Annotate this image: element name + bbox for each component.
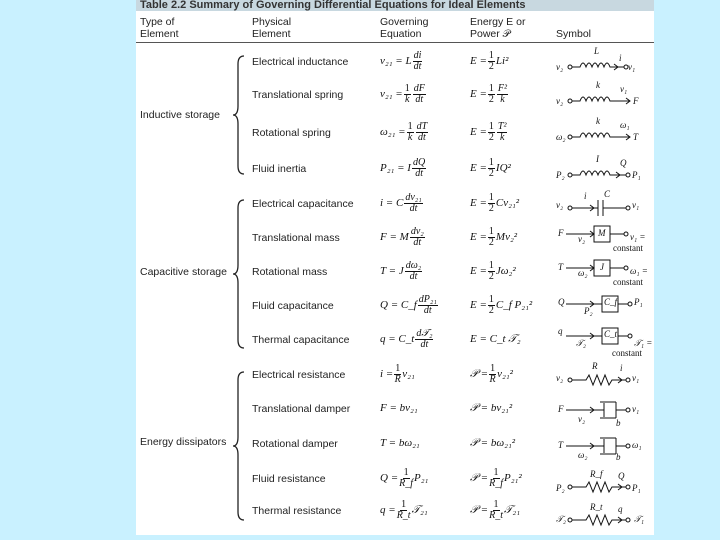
sym-label: ω₂	[578, 450, 588, 460]
eq-lhs: i =	[380, 368, 394, 380]
eq-lhs: E =	[470, 231, 487, 243]
eq-lhs: ω₂₁ =	[380, 126, 406, 138]
sym-label: v₂	[556, 96, 564, 106]
eq-rhs: C_t 𝒯₂	[489, 332, 521, 345]
row-element: Translational damper	[252, 403, 351, 415]
sym-label: constant	[613, 277, 643, 287]
eq-num: dv₂₁	[405, 191, 422, 203]
sym-label: ω₁	[620, 120, 630, 130]
rot-damper-symbol-icon	[554, 432, 644, 460]
eq-num: 1	[401, 498, 407, 510]
governing-eq	[380, 81, 427, 107]
sym-label: T	[558, 262, 564, 272]
energy-eq	[470, 224, 517, 250]
sym-label: Q	[618, 471, 625, 481]
eq-rhs: 𝒯₂₁	[411, 503, 428, 516]
eq-num: 1	[490, 362, 496, 374]
eq-rhs: v₂₁	[402, 368, 415, 380]
eq-den: R_f	[489, 477, 503, 489]
eq-num2: dT	[416, 120, 428, 132]
eq-num: dQ	[412, 156, 426, 168]
eq-rhs: P₂₁	[414, 472, 429, 484]
sym-label: C	[604, 189, 611, 199]
row-element: Electrical capacitance	[252, 198, 354, 210]
header-rule	[136, 42, 654, 43]
row-element: Translational mass	[252, 232, 340, 244]
header-type-line2: Element	[140, 28, 179, 40]
sym-label: ω₁	[632, 440, 642, 450]
eq-den2: dt	[417, 131, 426, 143]
header-type-line1: Type of	[140, 16, 175, 28]
sym-label: R_t	[590, 502, 603, 512]
eq-den: 2	[488, 131, 494, 143]
eq-den: dt	[413, 60, 422, 72]
sym-label: ω₂	[578, 268, 588, 278]
group-inductive: Inductive storage	[140, 109, 220, 121]
energy-eq	[470, 155, 511, 181]
energy-eq	[470, 119, 508, 145]
eq-den: R_t	[489, 509, 503, 521]
eq-lhs: q = C_t	[380, 333, 415, 345]
eq-fraction	[489, 468, 503, 489]
eq-fraction	[415, 329, 433, 350]
eq-lhs: P₂₁ = I	[380, 162, 411, 174]
eq-num: 1	[404, 82, 410, 94]
eq-num2: F²	[497, 82, 508, 94]
governing-eq	[380, 155, 427, 181]
energy-eq	[470, 190, 519, 216]
eq-num: dω₂	[405, 259, 422, 271]
eq-den: dt	[423, 304, 432, 316]
eq-fraction	[488, 295, 495, 316]
governing-eq	[380, 497, 428, 523]
energy-eq	[470, 48, 508, 74]
eq-fraction	[488, 227, 495, 248]
eq-den: dt	[409, 270, 418, 282]
sym-label: C_f	[604, 297, 618, 307]
eq-lhs: E =	[470, 88, 487, 100]
eq-den: dt	[420, 338, 429, 350]
eq-num: 1	[488, 49, 494, 61]
sym-label: I	[596, 154, 599, 164]
energy-eq	[470, 465, 522, 491]
sym-label: constant	[612, 348, 642, 358]
brace-capacitive	[232, 198, 246, 350]
sym-label: R_f	[590, 469, 603, 479]
eq-lhs: F = M	[380, 231, 409, 243]
row-element: Thermal resistance	[252, 505, 342, 517]
eq-lhs: 𝒫 =	[470, 367, 489, 380]
sym-label: J	[600, 262, 604, 272]
eq-num: di	[413, 49, 422, 61]
header-energy-line2: Power 𝒫	[470, 28, 511, 40]
eq-den: 2	[488, 304, 494, 316]
eq-fraction	[418, 295, 438, 316]
eq-num: 1	[493, 466, 499, 478]
energy-eq	[470, 361, 513, 387]
row-element: Fluid capacitance	[252, 300, 334, 312]
eq-den2: dt	[415, 93, 424, 105]
sym-label: R	[592, 361, 598, 371]
header-governing	[380, 16, 428, 40]
eq-fraction	[413, 51, 423, 72]
eq-fraction2	[497, 84, 508, 105]
group-capacitive: Capacitive storage	[140, 266, 227, 278]
row-element: Fluid resistance	[252, 473, 326, 485]
row-element: Electrical resistance	[252, 369, 346, 381]
eq-fraction	[488, 84, 495, 105]
sym-label: 𝒯₂	[576, 338, 587, 348]
eq-lhs: F = bv₂₁	[380, 402, 418, 414]
governing-eq	[380, 48, 423, 74]
header-physical-line1: Physical	[252, 16, 292, 28]
eq-num: 1	[488, 225, 494, 237]
eq-lhs: 𝒫 = bω₂₁²	[470, 436, 516, 449]
eq-den: 2	[488, 236, 494, 248]
eq-fraction	[404, 84, 411, 105]
eq-den: 2	[488, 202, 494, 214]
eq-den: k	[404, 93, 410, 105]
eq-rhs: C_f P₂₁²	[495, 299, 533, 311]
eq-fraction2	[413, 84, 426, 105]
governing-eq	[380, 395, 418, 421]
governing-eq	[380, 224, 426, 250]
eq-num: 1	[488, 191, 494, 203]
eq-lhs: 𝒫 = bv₂₁²	[470, 401, 513, 414]
eq-lhs: 𝒫 =	[470, 471, 489, 484]
eq-rhs: P₂₁²	[504, 472, 522, 484]
eq-rhs: v₂₁²	[497, 368, 513, 380]
sym-label: b	[616, 452, 621, 462]
eq-fraction	[489, 500, 503, 521]
eq-den2: k	[499, 131, 505, 143]
sym-label: v₁	[632, 404, 640, 414]
header-physical	[252, 16, 291, 40]
sym-label: v₁	[632, 200, 640, 210]
eq-lhs: E =	[470, 333, 487, 345]
sym-label: k	[596, 80, 600, 90]
sym-label: 𝒯₂	[556, 514, 567, 524]
eq-num2: T²	[497, 120, 507, 132]
eq-num: 1	[488, 156, 494, 168]
eq-fraction2	[416, 122, 429, 143]
sym-label: v₂	[556, 373, 564, 383]
sym-label: P₂	[584, 306, 593, 316]
eq-fraction	[488, 158, 495, 179]
header-symbol: Symbol	[556, 28, 592, 40]
energy-eq	[470, 395, 512, 421]
energy-eq	[470, 430, 515, 456]
row-element: Rotational damper	[252, 438, 338, 450]
eq-fraction	[489, 364, 496, 385]
row-element: Thermal capacitance	[252, 334, 350, 346]
eq-lhs: v₂₁ = L	[380, 55, 412, 67]
eq-fraction	[394, 364, 401, 385]
eq-den2: k	[500, 93, 505, 105]
eq-num: 1	[488, 293, 494, 305]
governing-eq	[380, 119, 429, 145]
row-element: Fluid inertia	[252, 163, 307, 175]
energy-eq	[470, 497, 520, 523]
sym-label: v₁	[628, 62, 636, 72]
governing-eq	[380, 326, 434, 352]
sym-label: 𝒯₁	[634, 514, 645, 524]
row-element: Rotational spring	[252, 127, 331, 139]
eq-lhs: 𝒫 =	[470, 503, 489, 516]
eq-lhs: E =	[470, 162, 487, 174]
eq-num: dv₂	[410, 225, 424, 237]
fluid-cap-symbol-icon	[554, 292, 644, 316]
sym-label: C_t	[604, 329, 618, 339]
eq-fraction	[410, 227, 425, 248]
sym-label: b	[616, 418, 621, 428]
eq-den: dt	[409, 202, 418, 214]
sym-label: ω₂	[556, 132, 566, 142]
sym-label: F	[558, 404, 564, 414]
eq-rhs: Li²	[495, 55, 509, 67]
header-energy	[470, 16, 525, 40]
header-type	[140, 16, 179, 40]
header-energy-line1: Energy E or	[470, 16, 526, 28]
eq-num: 1	[488, 259, 494, 271]
sym-label: v₁ =	[630, 232, 646, 242]
eq-num: 1	[395, 362, 401, 374]
sym-label: v₂	[578, 414, 586, 424]
eq-lhs: Q = C_f	[380, 299, 417, 311]
eq-fraction	[412, 158, 426, 179]
eq-den: dt	[413, 236, 422, 248]
eq-lhs: T = bω₂₁	[380, 437, 420, 449]
eq-fraction	[488, 122, 495, 143]
governing-eq	[380, 430, 420, 456]
sym-label: k	[596, 116, 600, 126]
governing-eq	[380, 292, 439, 318]
eq-den: R	[489, 373, 496, 385]
eq-fraction	[407, 122, 414, 143]
capacitor-symbol-icon	[554, 196, 644, 220]
sym-label: q	[618, 504, 623, 514]
governing-eq	[380, 258, 423, 284]
energy-eq	[470, 326, 521, 352]
eq-num: 1	[407, 120, 413, 132]
eq-fraction	[399, 468, 413, 489]
thermal-cap-symbol-icon	[554, 324, 644, 348]
header-physical-line2: Element	[252, 28, 291, 40]
eq-num: d𝒯₂	[416, 327, 433, 339]
eq-rhs: IQ²	[495, 162, 511, 174]
eq-fraction	[488, 261, 495, 282]
eq-fraction	[488, 193, 495, 214]
eq-num: 1	[488, 120, 494, 132]
sym-label: v₁	[632, 373, 640, 383]
brace-inductive	[232, 54, 246, 176]
sym-label: T	[633, 132, 639, 142]
sym-label: constant	[613, 243, 643, 253]
eq-num2: dF	[413, 82, 425, 94]
eq-lhs: Q =	[380, 472, 399, 484]
eq-den: 2	[488, 270, 494, 282]
energy-eq	[470, 81, 509, 107]
sym-label: P₁	[634, 297, 643, 307]
table-page	[136, 0, 654, 535]
eq-lhs: E =	[470, 126, 487, 138]
eq-lhs: q =	[380, 504, 396, 516]
eq-rhs: 𝒯₂₁	[504, 503, 521, 516]
eq-num: 1	[493, 498, 499, 510]
eq-lhs: E =	[470, 55, 487, 67]
eq-lhs: E =	[470, 299, 487, 311]
header-governing-line2: Equation	[380, 28, 422, 40]
eq-fraction	[488, 51, 495, 72]
sym-label: v₂	[556, 200, 564, 210]
sym-label: Q	[620, 158, 627, 168]
eq-fraction2	[497, 122, 508, 143]
eq-fraction	[405, 261, 423, 282]
sym-label: P₂	[556, 170, 565, 180]
eq-den: 2	[488, 93, 494, 105]
damper-symbol-icon	[554, 398, 644, 426]
row-element: Translational spring	[252, 89, 344, 101]
sym-label: F	[633, 96, 639, 106]
sym-label: 𝒯₁ =	[634, 338, 653, 348]
group-dissipators: Energy dissipators	[140, 436, 227, 448]
eq-lhs: T = J	[380, 265, 404, 277]
sym-label: i	[619, 53, 622, 63]
header-governing-line1: Governing	[380, 16, 429, 28]
sym-label: ω₁ =	[630, 266, 648, 276]
eq-den: dt	[415, 167, 423, 179]
eq-lhs: E =	[470, 265, 487, 277]
eq-num: 1	[488, 82, 494, 94]
sym-label: P₂	[556, 483, 565, 493]
eq-lhs: i = C	[380, 197, 404, 209]
brace-dissipators	[232, 370, 246, 522]
eq-den: R_t	[396, 509, 411, 521]
resistor-symbol-icon	[554, 366, 644, 390]
eq-lhs: E =	[470, 197, 487, 209]
eq-rhs: Jω₂²	[495, 265, 516, 277]
sym-label: q	[558, 326, 563, 336]
sym-label: L	[594, 46, 600, 56]
row-element: Rotational mass	[252, 266, 328, 278]
sym-label: Q	[558, 297, 565, 307]
eq-den: 2	[488, 60, 494, 72]
sym-label: i	[584, 191, 587, 201]
eq-num: dP₂₁	[418, 293, 437, 305]
eq-den: R_f	[399, 477, 414, 489]
sym-label: P₁	[632, 483, 641, 493]
eq-den: 2	[488, 167, 494, 179]
row-element: Electrical inductance	[252, 56, 349, 68]
sym-label: v₂	[556, 62, 564, 72]
governing-eq	[380, 465, 428, 491]
eq-den: k	[407, 131, 413, 143]
eq-rhs: Mv₂²	[495, 231, 518, 243]
sym-label: v₂	[578, 234, 586, 244]
eq-rhs: Cv₂₁²	[495, 197, 520, 209]
sym-label: F	[558, 228, 564, 238]
eq-fraction	[404, 193, 422, 214]
fluid-inertia-symbol-icon	[554, 160, 644, 184]
table-caption: Table 2.2 Summary of Governing Differential Equations for Ideal Elements	[136, 0, 654, 11]
eq-den: R	[394, 373, 401, 385]
eq-num: 1	[403, 466, 409, 478]
sym-label: i	[620, 363, 623, 373]
sym-label: T	[558, 440, 564, 450]
governing-eq	[380, 190, 424, 216]
sym-label: M	[598, 228, 606, 238]
sym-label: v₁	[620, 84, 628, 94]
sym-label: P₁	[632, 170, 641, 180]
eq-fraction	[397, 500, 411, 521]
eq-lhs: v₂₁ =	[380, 88, 403, 100]
energy-eq	[470, 258, 516, 284]
energy-eq	[470, 292, 532, 318]
governing-eq	[380, 361, 415, 387]
